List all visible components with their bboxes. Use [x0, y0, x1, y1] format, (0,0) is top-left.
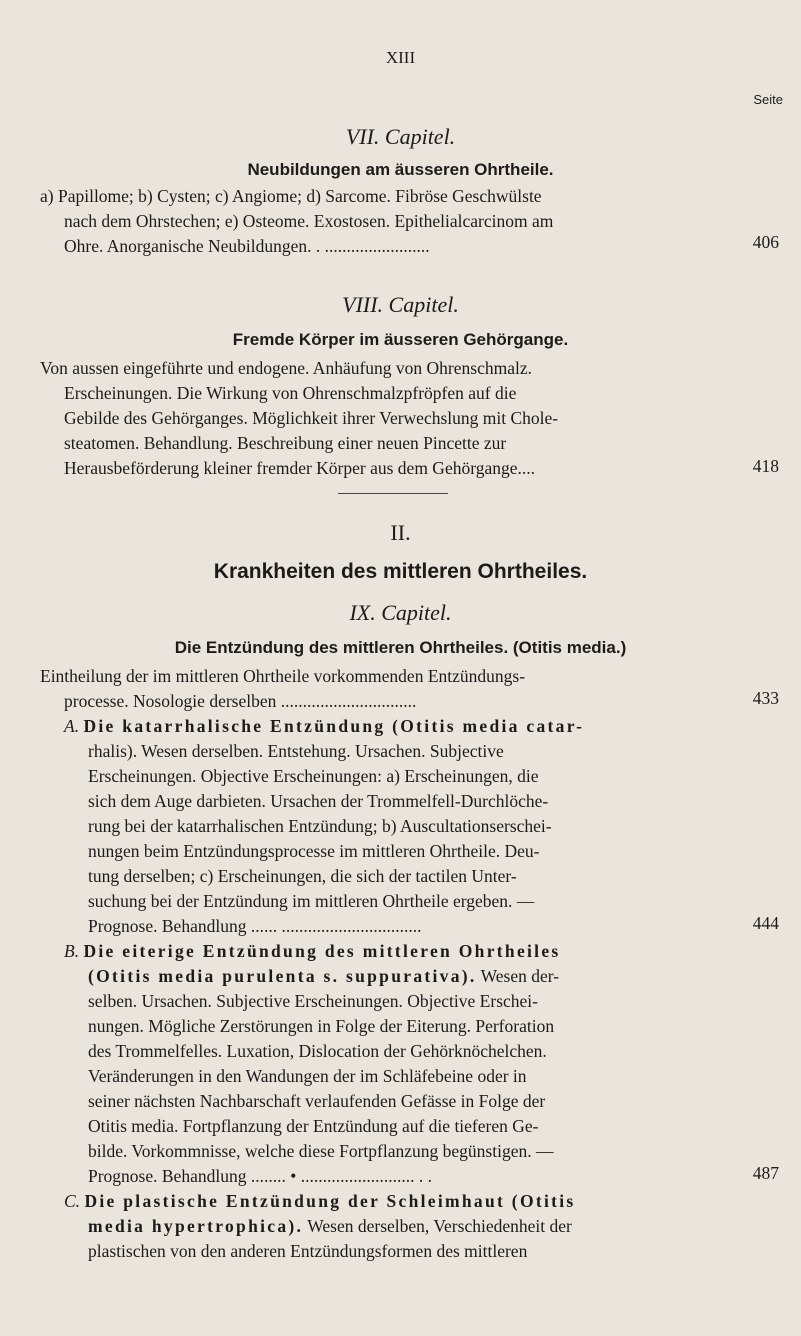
a-line-3: sich dem Auge darbieten. Ursachen der Trommelfell-Durchlöche- [88, 791, 549, 811]
a-first-line [64, 714, 584, 738]
a-line-8: Prognose. Behandlung ...... ................................ [88, 916, 422, 936]
b-second-line [88, 964, 559, 988]
seite-column-label: Seite [753, 92, 783, 107]
b-first-line [64, 939, 561, 963]
a-page-number: 444 [752, 913, 779, 933]
viii-line-4: steatomen. Behandlung. Beschreibung einer neuen Pincette zur [64, 433, 507, 453]
vii-line-2: nach dem Ohrstechen; e) Osteome. Exostosen. Epithelialcarcinom am [64, 211, 554, 231]
b-line-4: des Trommelfelles. Luxation, Dislocation der Gehörknöchelchen. [88, 1041, 547, 1061]
b-line-1: Wesen der- [480, 966, 560, 986]
b-line-3: nungen. Mögliche Zerstörungen in Folge der Eiterung. Perforation [88, 1016, 555, 1036]
viii-line-3: Gebilde des Gehörganges. Möglichkeit ihrer Verwechslung mit Chole- [64, 408, 559, 428]
b-page-number: 487 [752, 1163, 779, 1183]
part-numeral: II. [390, 520, 411, 545]
b-line-6: seiner nächsten Nachbarschaft verlaufenden Gefässe in Folge der [88, 1091, 546, 1111]
c-spaced-title-2: media hypertrophica). [88, 1216, 304, 1236]
b-letter: B. [64, 941, 80, 961]
ix-intro-page-number: 433 [752, 688, 779, 708]
b-spaced-title: Die eiterige Entzündung des mittleren Ohrtheiles [83, 941, 561, 961]
a-line-1: rhalis). Wesen derselben. Entstehung. Ursachen. Subjective [88, 741, 504, 761]
a-letter: A. [64, 716, 80, 736]
part-title: Krankheiten des mittleren Ohrtheiles. [213, 560, 588, 583]
b-line-8: bilde. Vorkommnisse, welche diese Fortpflanzung begünstigen. — [88, 1141, 554, 1161]
a-spaced-title: Die katarrhalische Entzündung (Otitis media catar- [83, 716, 585, 736]
roman-page-number: XIII [385, 48, 416, 67]
c-spaced-title: Die plastische Entzündung der Schleimhaut (Otitis [84, 1191, 576, 1211]
ix-intro-line-1: Eintheilung der im mittleren Ohrtheile vorkommenden Entzündungs- [40, 666, 526, 686]
viii-line-1: Von aussen eingeführte und endogene. Anhäufung von Ohrenschmalz. [40, 358, 532, 378]
viii-line-5: Herausbeförderung kleiner fremder Körper aus dem Gehörgange.... [64, 458, 536, 478]
b-line-9: Prognose. Behandlung ........ • .......................... . . [88, 1166, 432, 1186]
viii-line-2: Erscheinungen. Die Wirkung von Ohrenschmalzpfröpfen auf die [64, 383, 517, 403]
c-letter: C. [64, 1191, 81, 1211]
b-line-2: selben. Ursachen. Subjective Erscheinungen. Objective Erschei- [88, 991, 538, 1011]
a-line-2: Erscheinungen. Objective Erscheinungen: a) Erscheinungen, die [88, 766, 539, 786]
a-line-7: suchung bei der Entzündung im mittleren Ohrtheile ergeben. — [88, 891, 535, 911]
vii-line-1: a) Papillome; b) Cysten; c) Angiome; d) Sarcome. Fibröse Geschwülste [40, 186, 542, 206]
ix-intro-line-2: processe. Nosologie derselben ............................... [64, 691, 417, 711]
c-second-line [88, 1214, 572, 1238]
viii-page-number: 418 [752, 456, 779, 476]
chapter-vii-title: VII. Capitel. [345, 124, 456, 149]
a-line-6: tung derselben; c) Erscheinungen, die sich der tactilen Unter- [88, 866, 517, 886]
b-line-5: Veränderungen in den Wandungen der im Schläfebeine oder in [88, 1066, 527, 1086]
vii-line-3: Ohre. Anorganische Neubildungen. . ........................ [64, 236, 430, 256]
c-line-2: plastischen von den anderen Entzündungsformen des mittleren [88, 1241, 528, 1261]
b-spaced-title-2: (Otitis media purulenta s. suppurativa). [88, 966, 477, 986]
chapter-viii-title: VIII. Capitel. [342, 292, 459, 317]
chapter-viii-heading: Fremde Körper im äusseren Gehörgange. [232, 330, 569, 349]
chapter-ix-heading: Die Entzündung des mittleren Ohrtheiles. (Otitis media.) [174, 638, 627, 657]
chapter-ix-title: IX. Capitel. [349, 600, 452, 625]
c-first-line [64, 1189, 576, 1213]
chapter-vii-heading: Neubildungen am äusseren Ohrtheile. [247, 160, 554, 179]
a-line-5: nungen beim Entzündungsprocesse im mittleren Ohrtheile. Deu- [88, 841, 540, 861]
a-line-4: rung bei der katarrhalischen Entzündung; b) Auscultationserschei- [88, 816, 552, 836]
vii-page-number: 406 [752, 232, 779, 252]
b-line-7: Otitis media. Fortpflanzung der Entzündung auf die tieferen Ge- [88, 1116, 539, 1136]
section-divider [338, 493, 448, 494]
c-line-1: Wesen derselben, Verschiedenheit der [307, 1216, 572, 1236]
